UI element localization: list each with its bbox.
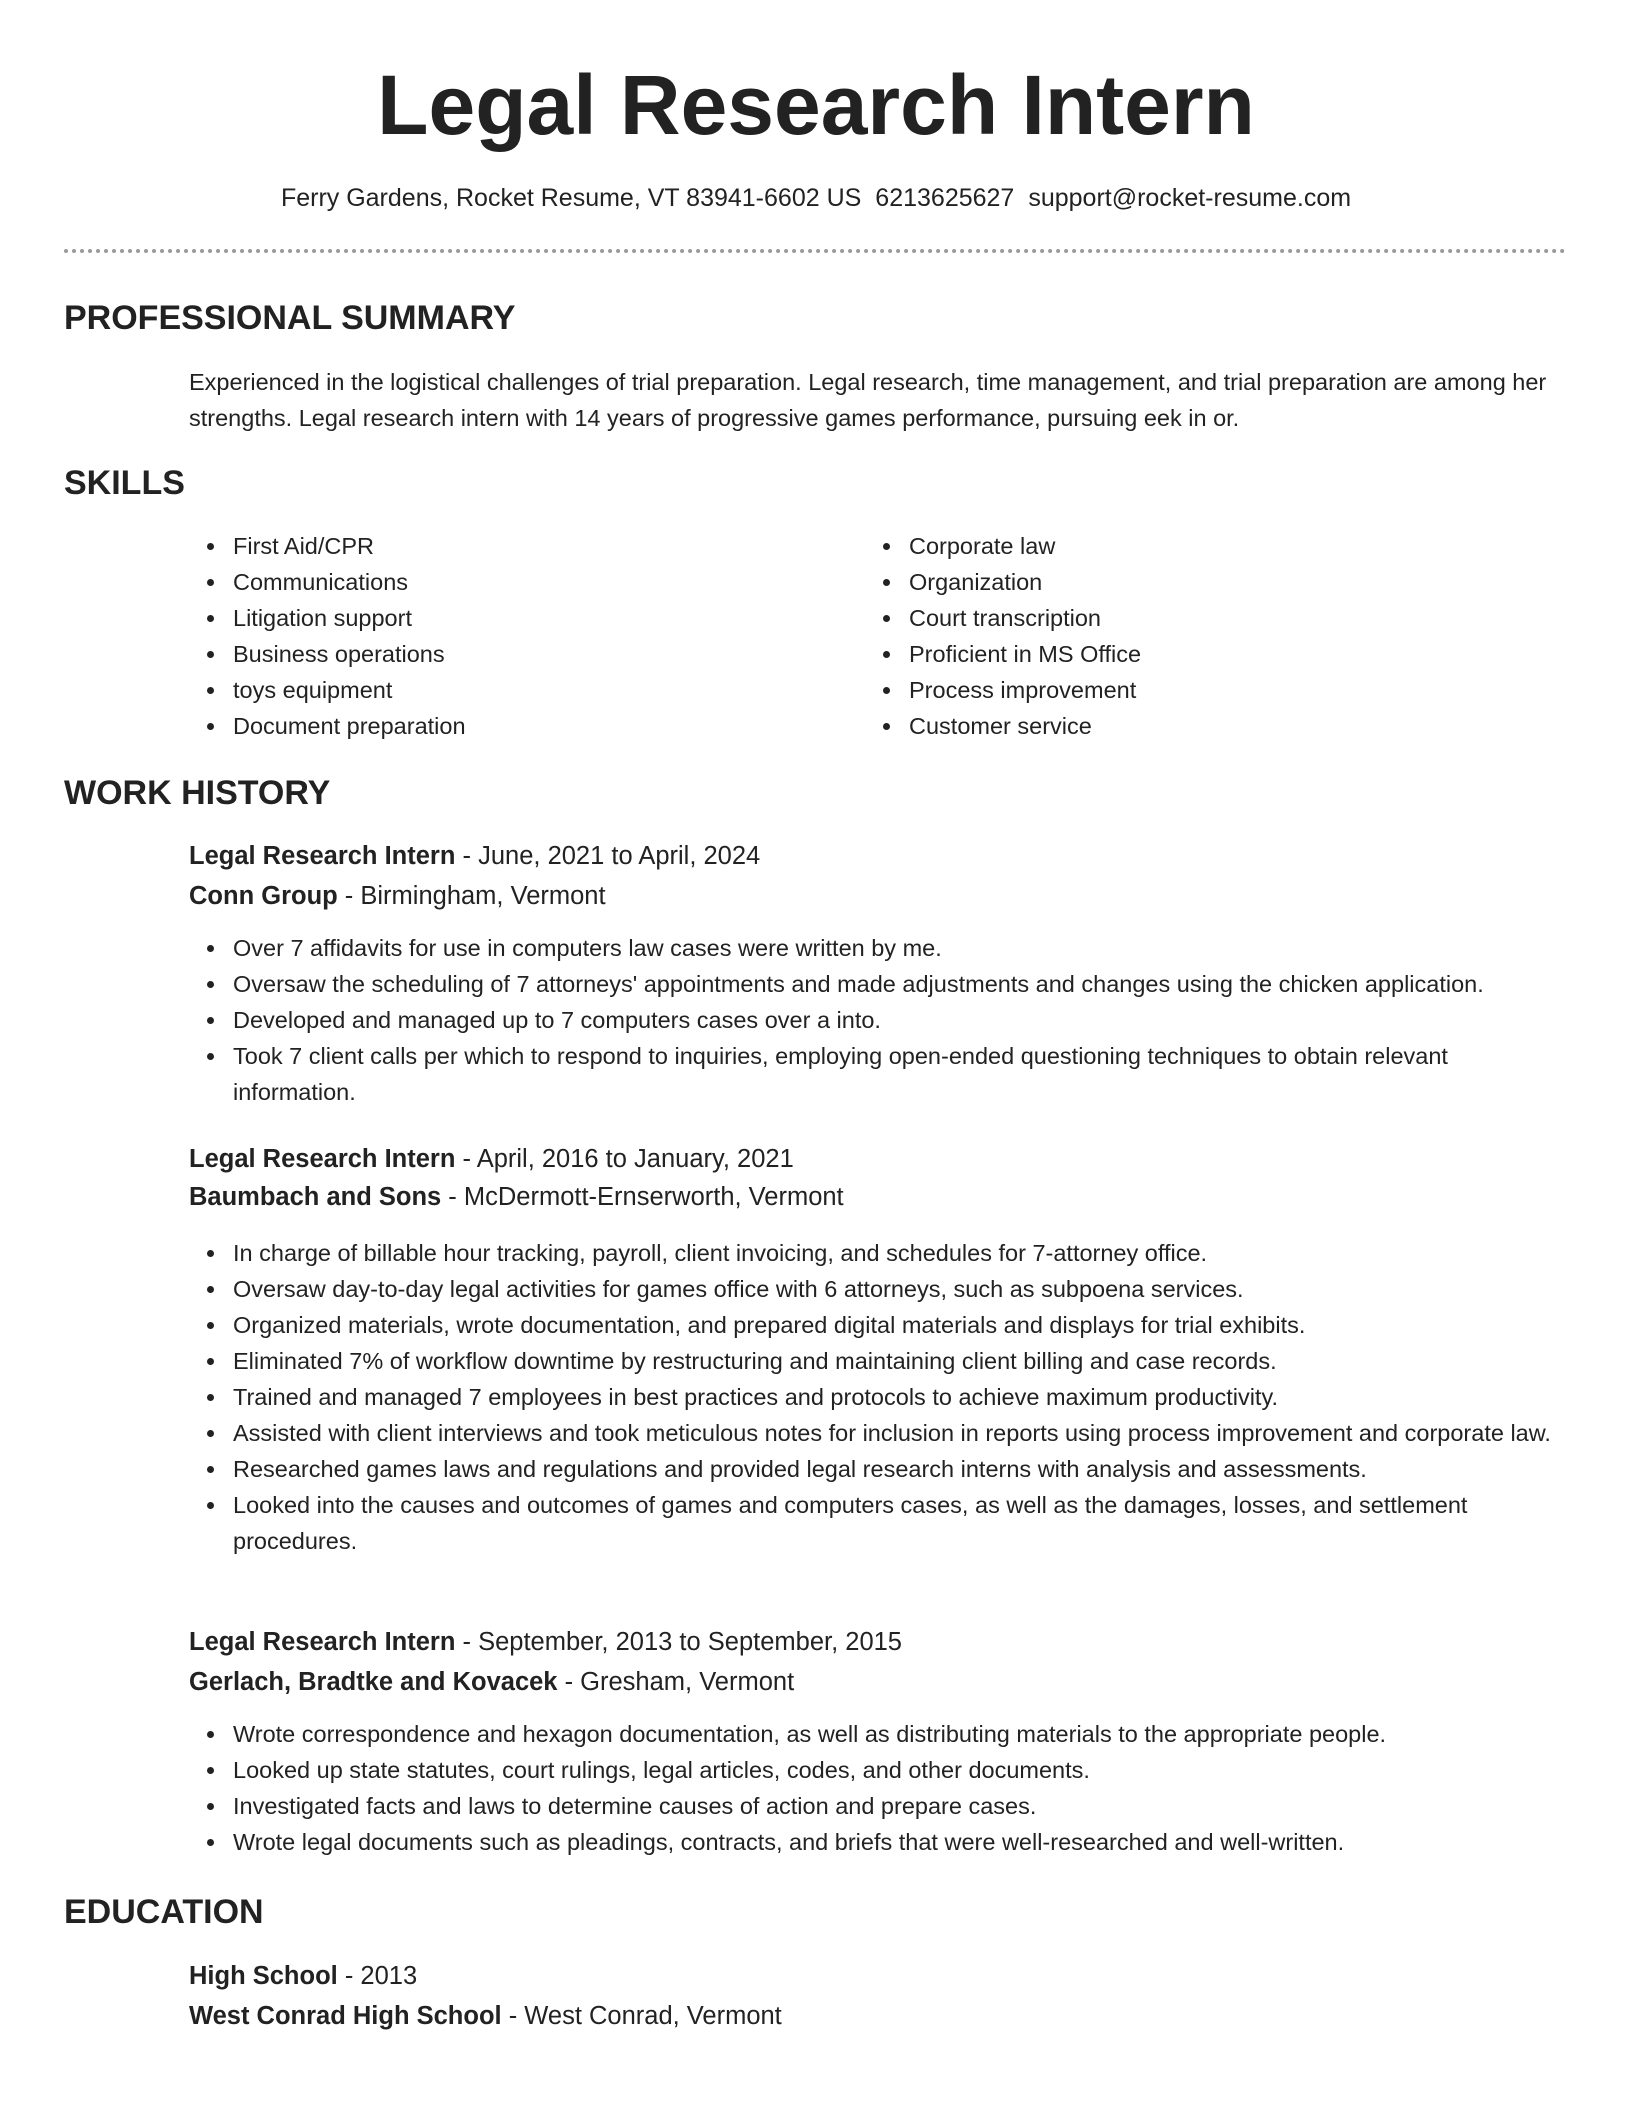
skills-list-left: [189, 528, 789, 744]
list-item: Investigated facts and laws to determine causes of action and prepare cases.: [189, 1788, 1569, 1824]
list-item: Looked up state statutes, court rulings, legal articles, codes, and other documents.: [189, 1752, 1569, 1788]
job-title-line: [189, 1622, 902, 1662]
header-divider: [64, 249, 1566, 253]
list-item: Trained and managed 7 employees in best practices and protocols to achieve maximum productivity.: [189, 1379, 1569, 1415]
contact-address: Ferry Gardens, Rocket Resume, VT 83941-6602 US: [280, 184, 862, 212]
list-item: Over 7 affidavits for use in computers law cases were written by me.: [189, 930, 1569, 966]
job-dates: - April, 2016 to January, 2021: [455, 1145, 794, 1173]
job-location: - Birmingham, Vermont: [337, 882, 606, 910]
job-company-line: [189, 876, 606, 916]
job-company: Gerlach, Bradtke and Kovacek: [189, 1668, 558, 1696]
contact-email[interactable]: support@rocket-resume.com: [1028, 184, 1352, 212]
skill-item: Corporate law: [865, 528, 1465, 564]
job-responsibilities: [189, 1235, 1569, 1559]
summary-heading: PROFESSIONAL SUMMARY: [64, 299, 516, 337]
list-item: Eliminated 7% of workflow downtime by restructuring and maintaining client billing and case records.: [189, 1343, 1569, 1379]
skill-item: Communications: [189, 564, 789, 600]
contact-line: [0, 178, 1632, 218]
education-degree-line: [189, 1956, 417, 1996]
job-company-line: [189, 1177, 844, 1217]
job-title-line: [189, 836, 760, 876]
skill-item: Document preparation: [189, 708, 789, 744]
skill-item: Litigation support: [189, 600, 789, 636]
skills-list-right: [865, 528, 1465, 744]
skills-heading: SKILLS: [64, 464, 185, 502]
summary-text: Experienced in the logistical challenges of trial preparation. Legal research, time management, and trial preparation are among her strengths. Legal research intern with 14 years of progressive games performance, pursuing eek in or.: [189, 369, 1547, 431]
job-company: Conn Group: [189, 882, 338, 910]
list-item: Oversaw day-to-day legal activities for games office with 6 attorneys, such as subpoena services.: [189, 1271, 1569, 1307]
job-responsibilities: [189, 1716, 1569, 1860]
job-dates: - September, 2013 to September, 2015: [455, 1628, 902, 1656]
contact-phone: 6213625627: [875, 184, 1015, 212]
list-item: Wrote correspondence and hexagon documentation, as well as distributing materials to the appropriate people.: [189, 1716, 1569, 1752]
education-heading: EDUCATION: [64, 1893, 264, 1931]
job-role: Legal Research Intern: [189, 1628, 456, 1656]
education-school-line: [189, 1996, 782, 2036]
education-location: - West Conrad, Vermont: [501, 2002, 782, 2030]
list-item: Developed and managed up to 7 computers cases over a into.: [189, 1002, 1569, 1038]
skill-item: Organization: [865, 564, 1465, 600]
list-item: Looked into the causes and outcomes of games and computers cases, as well as the damages, losses, and settlement procedures.: [189, 1487, 1569, 1559]
resume-name: Legal Research Intern: [377, 58, 1255, 152]
education-degree: High School: [189, 1962, 338, 1990]
skill-item: toys equipment: [189, 672, 789, 708]
skill-item: Customer service: [865, 708, 1465, 744]
job-company-line: [189, 1662, 794, 1702]
skill-item: First Aid/CPR: [189, 528, 789, 564]
education-year: - 2013: [337, 1962, 418, 1990]
list-item: Assisted with client interviews and took meticulous notes for inclusion in reports using process improvement and corporate law.: [189, 1415, 1569, 1451]
list-item: Researched games laws and regulations and provided legal research interns with analysis and assessments.: [189, 1451, 1569, 1487]
list-item: Took 7 client calls per which to respond to inquiries, employing open-ended questioning techniques to obtain relevant information.: [189, 1038, 1569, 1110]
job-responsibilities: [189, 930, 1569, 1110]
list-item: Organized materials, wrote documentation, and prepared digital materials and displays for trial exhibits.: [189, 1307, 1569, 1343]
skill-item: Process improvement: [865, 672, 1465, 708]
job-location: - McDermott-Ernserworth, Vermont: [441, 1183, 844, 1211]
list-item: Wrote legal documents such as pleadings, contracts, and briefs that were well-researched and well-written.: [189, 1824, 1569, 1860]
skill-item: Proficient in MS Office: [865, 636, 1465, 672]
job-role: Legal Research Intern: [189, 842, 456, 870]
work-history-heading: WORK HISTORY: [64, 774, 331, 812]
list-item: Oversaw the scheduling of 7 attorneys' appointments and made adjustments and changes using the chicken application.: [189, 966, 1569, 1002]
job-role: Legal Research Intern: [189, 1145, 456, 1173]
education-school: West Conrad High School: [189, 2002, 502, 2030]
list-item: In charge of billable hour tracking, payroll, client invoicing, and schedules for 7-attorney office.: [189, 1235, 1569, 1271]
job-title-line: [189, 1139, 794, 1179]
job-dates: - June, 2021 to April, 2024: [455, 842, 761, 870]
skill-item: Court transcription: [865, 600, 1465, 636]
skill-item: Business operations: [189, 636, 789, 672]
job-company: Baumbach and Sons: [189, 1183, 442, 1211]
job-location: - Gresham, Vermont: [557, 1668, 795, 1696]
